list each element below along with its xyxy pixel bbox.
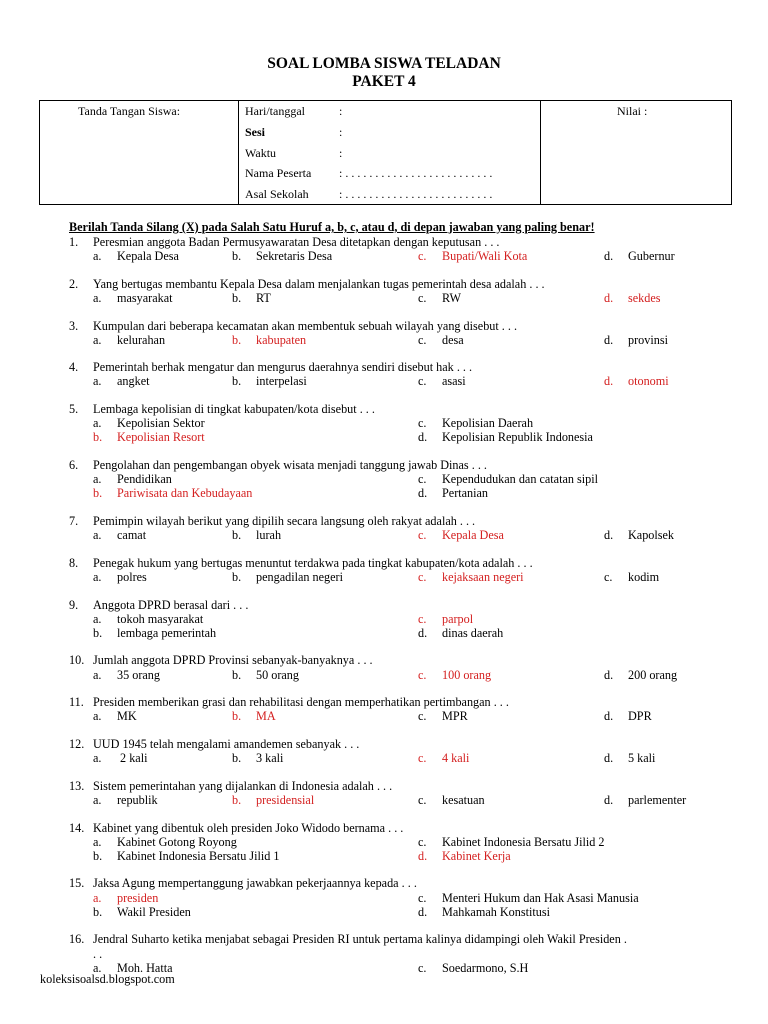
question-item xyxy=(0,514,768,542)
question-item xyxy=(0,277,768,305)
option-text: otonomi xyxy=(628,374,669,389)
student-info-table xyxy=(39,100,732,205)
answer-option[interactable] xyxy=(93,430,205,444)
question-text: Peresmian anggota Badan Permusyawaratan Desa ditetapkan dengan keputusan . . . xyxy=(93,235,500,249)
option-letter: c. xyxy=(418,332,427,347)
question-text: Pemimpin wilayah berikut yang dipilih secara langsung oleh rakyat adalah . . . xyxy=(93,513,476,528)
option-text: pengadilan negeri xyxy=(256,569,343,584)
options-row xyxy=(0,291,768,305)
option-letter: d. xyxy=(418,486,428,501)
option-letter: a. xyxy=(93,528,102,543)
option-text: Pendidikan xyxy=(117,472,172,487)
options-row xyxy=(0,486,768,500)
answer-option[interactable] xyxy=(93,291,173,305)
question-item xyxy=(0,695,768,723)
option-letter: d. xyxy=(604,332,614,347)
options-row xyxy=(0,849,768,863)
options-row xyxy=(0,472,768,486)
option-text: Kabinet Kerja xyxy=(442,848,511,863)
option-text: 35 orang xyxy=(117,667,160,682)
answer-option[interactable] xyxy=(418,961,528,975)
question-line xyxy=(0,277,768,291)
option-letter: d. xyxy=(418,848,428,863)
option-letter: b. xyxy=(93,904,103,919)
answer-option[interactable] xyxy=(93,612,203,626)
answer-option[interactable] xyxy=(93,626,216,640)
option-letter: d. xyxy=(604,792,614,807)
options-row xyxy=(0,905,768,919)
answer-option[interactable] xyxy=(604,793,686,807)
option-text: Kepolisian Daerah xyxy=(442,416,534,431)
answer-option[interactable] xyxy=(418,416,533,430)
option-text: republik xyxy=(117,792,158,807)
answer-option[interactable] xyxy=(418,486,488,500)
answer-option[interactable] xyxy=(93,751,147,765)
option-text: lurah xyxy=(256,528,282,543)
option-letter: b. xyxy=(232,290,242,305)
answer-option[interactable] xyxy=(418,793,485,807)
question-line xyxy=(0,821,768,835)
question-line xyxy=(0,947,768,961)
option-text: sekdes xyxy=(628,290,661,305)
question-number: 11. xyxy=(69,695,84,710)
option-text: Mahkamah Konstitusi xyxy=(442,904,550,919)
answer-option[interactable] xyxy=(604,751,655,765)
question-item xyxy=(0,653,768,681)
option-text: kelurahan xyxy=(117,332,166,347)
answer-option[interactable] xyxy=(232,793,314,807)
option-text: Kepolisian Resort xyxy=(117,430,205,445)
option-text: kabupaten xyxy=(256,332,307,347)
option-text: Moh. Hatta xyxy=(117,960,173,975)
question-line xyxy=(0,514,768,528)
option-letter: a. xyxy=(93,960,102,975)
question-text: Pengolahan dan pengembangan obyek wisata menjadi tanggung jawab Dinas . . . xyxy=(93,458,487,473)
question-line xyxy=(0,458,768,472)
option-text: 100 orang xyxy=(442,667,492,682)
option-letter: c. xyxy=(604,569,613,584)
question-text: Kabinet yang dibentuk oleh presiden Joko Widodo bernama . . . xyxy=(93,820,404,835)
option-text: Kepala Desa xyxy=(442,528,504,543)
question-number: 9. xyxy=(69,597,79,612)
question-line xyxy=(0,319,768,333)
option-letter: a. xyxy=(93,890,102,905)
option-text: Menteri Hukum dan Hak Asasi Manusia xyxy=(442,890,639,905)
question-number: 7. xyxy=(69,513,79,528)
option-letter: b. xyxy=(232,569,242,584)
answer-option[interactable] xyxy=(418,835,604,849)
option-text: polres xyxy=(117,569,147,584)
question-number: 2. xyxy=(69,276,79,291)
option-text: parlementer xyxy=(628,792,687,807)
answer-option[interactable] xyxy=(93,891,158,905)
question-text: Jendral Suharto ketika menjabat sebagai Presiden RI untuk pertama kalinya didampingi oleh Wakil Presiden . xyxy=(93,932,627,947)
option-text: Kepolisian Republik Indonesia xyxy=(442,430,593,445)
option-text: tokoh masyarakat xyxy=(117,611,204,626)
option-text: Soedarmono, S.H xyxy=(442,960,529,975)
answer-option[interactable] xyxy=(232,333,306,347)
question-item xyxy=(0,235,768,263)
question-number: 4. xyxy=(69,360,79,375)
answer-option[interactable] xyxy=(418,849,511,863)
option-text: interpelasi xyxy=(256,374,307,389)
field-label-school: Asal Sekolah xyxy=(245,187,309,201)
answer-option[interactable] xyxy=(232,668,299,682)
question-number: 15. xyxy=(69,876,85,891)
question-line xyxy=(0,598,768,612)
option-letter: a. xyxy=(93,416,102,431)
option-letter: c. xyxy=(418,834,427,849)
option-letter: a. xyxy=(93,834,102,849)
answer-option[interactable] xyxy=(418,891,639,905)
question-text: Jaksa Agung mempertanggung jawabkan pekerjaannya kepada . . . xyxy=(93,876,417,891)
question-line xyxy=(0,779,768,793)
option-text: lembaga pemerintah xyxy=(117,625,217,640)
options-row xyxy=(0,374,768,388)
footer-source: koleksisoalsd.blogspot.com xyxy=(40,972,175,986)
option-letter: a. xyxy=(93,611,102,626)
answer-option[interactable] xyxy=(232,249,332,263)
option-letter: d. xyxy=(418,904,428,919)
question-item xyxy=(0,598,768,641)
option-letter: b. xyxy=(232,249,242,264)
question-item xyxy=(0,360,768,388)
answer-option[interactable] xyxy=(418,709,468,723)
answer-option[interactable] xyxy=(93,793,158,807)
answer-option[interactable] xyxy=(418,430,593,444)
option-text: Pariwisata dan Kebudayaan xyxy=(117,486,253,501)
option-letter: c. xyxy=(418,709,427,724)
option-text: kodim xyxy=(628,569,660,584)
option-text: Kabinet Indonesia Bersatu Jilid 2 xyxy=(442,834,605,849)
question-item xyxy=(0,821,768,864)
question-line xyxy=(0,932,768,946)
question-text: Sistem pemerintahan yang dijalankan di Indonesia adalah . . . xyxy=(93,778,393,793)
option-text: Kepala Desa xyxy=(117,249,179,264)
answer-option[interactable] xyxy=(232,570,343,584)
answer-option[interactable] xyxy=(604,570,659,584)
question-line xyxy=(0,876,768,890)
option-letter: b. xyxy=(93,486,103,501)
question-item xyxy=(0,737,768,765)
answer-option[interactable] xyxy=(418,905,550,919)
option-text: presiden xyxy=(117,890,159,905)
question-text: Anggota DPRD berasal dari . . . xyxy=(93,597,249,612)
answer-option[interactable] xyxy=(604,249,675,263)
question-item xyxy=(0,458,768,501)
option-text: Kependudukan dan catatan sipil xyxy=(442,472,599,487)
answer-option[interactable] xyxy=(418,570,524,584)
option-letter: b. xyxy=(232,751,242,766)
options-row xyxy=(0,249,768,263)
answer-option[interactable] xyxy=(232,528,281,542)
answer-option[interactable] xyxy=(93,905,191,919)
options-row xyxy=(0,626,768,640)
option-letter: b. xyxy=(232,667,242,682)
answer-option[interactable] xyxy=(418,249,527,263)
option-text: DPR xyxy=(628,709,652,724)
answer-option[interactable] xyxy=(604,374,669,388)
answer-option[interactable] xyxy=(93,835,237,849)
answer-option[interactable] xyxy=(232,709,276,723)
question-line xyxy=(0,737,768,751)
option-letter: c. xyxy=(418,890,427,905)
question-number: 10. xyxy=(69,653,85,668)
question-list xyxy=(0,235,768,988)
option-text: camat xyxy=(117,528,147,543)
option-text: 3 kali xyxy=(256,751,284,766)
option-text: MPR xyxy=(442,709,468,724)
answer-option[interactable] xyxy=(93,668,160,682)
option-letter: d. xyxy=(604,709,614,724)
option-text: Wakil Presiden xyxy=(117,904,191,919)
question-number: 6. xyxy=(69,458,79,473)
answer-option[interactable] xyxy=(93,416,205,430)
option-text: RW xyxy=(442,290,461,305)
question-number: 5. xyxy=(69,402,79,417)
options-row xyxy=(0,430,768,444)
option-letter: a. xyxy=(93,332,102,347)
answer-option[interactable] xyxy=(604,333,668,347)
option-letter: a. xyxy=(93,792,102,807)
option-text: provinsi xyxy=(628,332,668,347)
question-text: Presiden memberikan grasi dan rehabilitasi dengan memperhatikan pertimbangan . . . xyxy=(93,695,509,710)
answer-option[interactable] xyxy=(604,668,677,682)
answer-option[interactable] xyxy=(93,528,146,542)
option-letter: b. xyxy=(93,848,103,863)
option-text: asasi xyxy=(442,374,466,389)
option-letter: d. xyxy=(418,430,428,445)
field-label-date: Hari/tanggal xyxy=(245,104,305,118)
question-number: 3. xyxy=(69,318,79,333)
question-line xyxy=(0,653,768,667)
question-line xyxy=(0,402,768,416)
option-text: kesatuan xyxy=(442,792,485,807)
option-text: masyarakat xyxy=(117,290,173,305)
option-letter: c. xyxy=(418,611,427,626)
question-line xyxy=(0,360,768,374)
answer-option[interactable] xyxy=(93,570,147,584)
option-letter: d. xyxy=(604,290,614,305)
option-letter: a. xyxy=(93,667,102,682)
option-letter: a. xyxy=(93,709,102,724)
option-letter: d. xyxy=(418,625,428,640)
option-letter: a. xyxy=(93,569,102,584)
option-text: Sekretaris Desa xyxy=(256,249,333,264)
options-row xyxy=(0,668,768,682)
question-text: Lembaga kepolisian di tingkat kabupaten/kota disebut . . . xyxy=(93,402,375,417)
option-text: presidensial xyxy=(256,792,315,807)
answer-option[interactable] xyxy=(418,626,503,640)
option-text: Kapolsek xyxy=(628,528,675,543)
question-item xyxy=(0,556,768,584)
options-row xyxy=(0,416,768,430)
option-letter: b. xyxy=(232,528,242,543)
option-text: Pertanian xyxy=(442,486,489,501)
option-text: MK xyxy=(117,709,137,724)
option-letter: b. xyxy=(232,374,242,389)
options-row xyxy=(0,709,768,723)
option-letter: c. xyxy=(418,751,427,766)
option-text: Kepolisian Sektor xyxy=(117,416,205,431)
score-label: Nilai : xyxy=(617,104,648,118)
options-row xyxy=(0,612,768,626)
option-text: angket xyxy=(117,374,150,389)
question-text: Pemerintah berhak mengatur dan mengurus daerahnya sendiri disebut hak . . . xyxy=(93,360,473,375)
document-subtitle: PAKET 4 xyxy=(352,73,416,90)
option-text: 5 kali xyxy=(628,751,656,766)
option-letter: d. xyxy=(604,374,614,389)
option-letter: c. xyxy=(418,960,427,975)
field-label-name: Nama Peserta xyxy=(245,166,312,180)
question-text: Yang bertugas membantu Kepala Desa dalam menjalankan tugas pemerintah desa adalah . . . xyxy=(93,276,545,291)
question-number: 1. xyxy=(69,235,79,249)
option-letter: d. xyxy=(604,528,614,543)
option-text: Gubernur xyxy=(628,249,675,264)
question-text: Jumlah anggota DPRD Provinsi sebanyak-banyaknya . . . xyxy=(93,653,373,668)
instruction: Berilah Tanda Silang (X) pada Salah Satu Huruf a, b, c, atau d, di depan jawaban yang paling benar! xyxy=(69,220,595,234)
answer-option[interactable] xyxy=(232,374,307,388)
option-letter: b. xyxy=(232,709,242,724)
question-number: 8. xyxy=(69,555,79,570)
option-text: 4 kali xyxy=(442,751,470,766)
question-item xyxy=(0,402,768,445)
option-text: kejaksaan negeri xyxy=(442,569,524,584)
field-value-date[interactable]: : xyxy=(339,104,343,118)
answer-option[interactable] xyxy=(604,528,674,542)
option-text: MA xyxy=(256,709,276,724)
field-label-session: Sesi xyxy=(245,125,266,139)
question-line xyxy=(0,235,768,249)
question-text-continued: . . xyxy=(93,946,103,961)
field-value-time[interactable]: : xyxy=(339,146,343,160)
answer-option[interactable] xyxy=(232,751,283,765)
option-letter: c. xyxy=(418,416,427,431)
answer-option[interactable] xyxy=(93,486,252,500)
options-row xyxy=(0,570,768,584)
option-text: dinas daerah xyxy=(442,625,504,640)
field-value-school[interactable]: : . . . . . . . . . . . . . . . . . . . . . . . . . xyxy=(339,187,493,201)
question-item xyxy=(0,779,768,807)
answer-option[interactable] xyxy=(418,612,473,626)
option-text: Bupati/Wali Kota xyxy=(442,249,528,264)
answer-option[interactable] xyxy=(93,849,279,863)
question-number: 12. xyxy=(69,736,85,751)
option-letter: c. xyxy=(418,374,427,389)
options-row xyxy=(0,835,768,849)
question-line xyxy=(0,556,768,570)
answer-option[interactable] xyxy=(418,472,598,486)
answer-option[interactable] xyxy=(418,374,466,388)
answer-option[interactable] xyxy=(418,333,464,347)
question-number: 16. xyxy=(69,932,85,947)
field-value-name[interactable]: : . . . . . . . . . . . . . . . . . . . . . . . . . xyxy=(339,166,493,180)
question-item xyxy=(0,876,768,919)
document-title: SOAL LOMBA SISWA TELADAN xyxy=(267,55,501,72)
option-letter: d. xyxy=(604,751,614,766)
options-row xyxy=(0,793,768,807)
option-letter: c. xyxy=(418,528,427,543)
option-text: 50 orang xyxy=(256,667,299,682)
question-line xyxy=(0,695,768,709)
option-letter: b. xyxy=(232,332,242,347)
question-item xyxy=(0,932,768,975)
option-letter: a. xyxy=(93,751,102,766)
option-letter: d. xyxy=(604,249,614,264)
option-letter: a. xyxy=(93,290,102,305)
option-text: 2 kali xyxy=(117,751,148,766)
answer-option[interactable] xyxy=(93,249,179,263)
answer-option[interactable] xyxy=(93,333,165,347)
options-row xyxy=(0,751,768,765)
answer-option[interactable] xyxy=(418,528,504,542)
options-row xyxy=(0,333,768,347)
option-letter: c. xyxy=(418,249,427,264)
answer-option[interactable] xyxy=(418,668,491,682)
field-value-session[interactable]: : xyxy=(339,125,343,139)
answer-option[interactable] xyxy=(418,751,469,765)
answer-option[interactable] xyxy=(93,709,137,723)
question-number: 14. xyxy=(69,820,85,835)
signature-label: Tanda Tangan Siswa: xyxy=(78,104,181,118)
option-letter: c. xyxy=(418,290,427,305)
option-text: parpol xyxy=(442,611,474,626)
answer-option[interactable] xyxy=(604,709,652,723)
option-letter: c. xyxy=(418,792,427,807)
option-letter: c. xyxy=(418,569,427,584)
question-text: UUD 1945 telah mengalami amandemen sebanyak . . . xyxy=(93,736,360,751)
question-text: Penegak hukum yang bertugas menuntut terdakwa pada tingkat kabupaten/kota adalah . . . xyxy=(93,555,533,570)
option-letter: a. xyxy=(93,472,102,487)
option-letter: a. xyxy=(93,374,102,389)
option-letter: c. xyxy=(418,667,427,682)
option-letter: b. xyxy=(93,625,103,640)
option-letter: b. xyxy=(93,430,103,445)
field-label-time: Waktu xyxy=(245,146,277,160)
question-number: 13. xyxy=(69,778,85,793)
answer-option[interactable] xyxy=(604,291,661,305)
option-text: RT xyxy=(256,290,271,305)
option-text: Kabinet Gotong Royong xyxy=(117,834,237,849)
option-letter: a. xyxy=(93,249,102,264)
answer-option[interactable] xyxy=(232,291,271,305)
option-text: Kabinet Indonesia Bersatu Jilid 1 xyxy=(117,848,280,863)
question-item xyxy=(0,319,768,347)
answer-option[interactable] xyxy=(418,291,461,305)
question-text: Kumpulan dari beberapa kecamatan akan membentuk sebuah wilayah yang disebut . . . xyxy=(93,318,518,333)
option-text: 200 orang xyxy=(628,667,678,682)
answer-option[interactable] xyxy=(93,472,172,486)
options-row xyxy=(0,528,768,542)
options-row xyxy=(0,891,768,905)
option-letter: d. xyxy=(604,667,614,682)
option-text: desa xyxy=(442,332,464,347)
option-letter: b. xyxy=(232,792,242,807)
option-letter: c. xyxy=(418,472,427,487)
answer-option[interactable] xyxy=(93,374,150,388)
